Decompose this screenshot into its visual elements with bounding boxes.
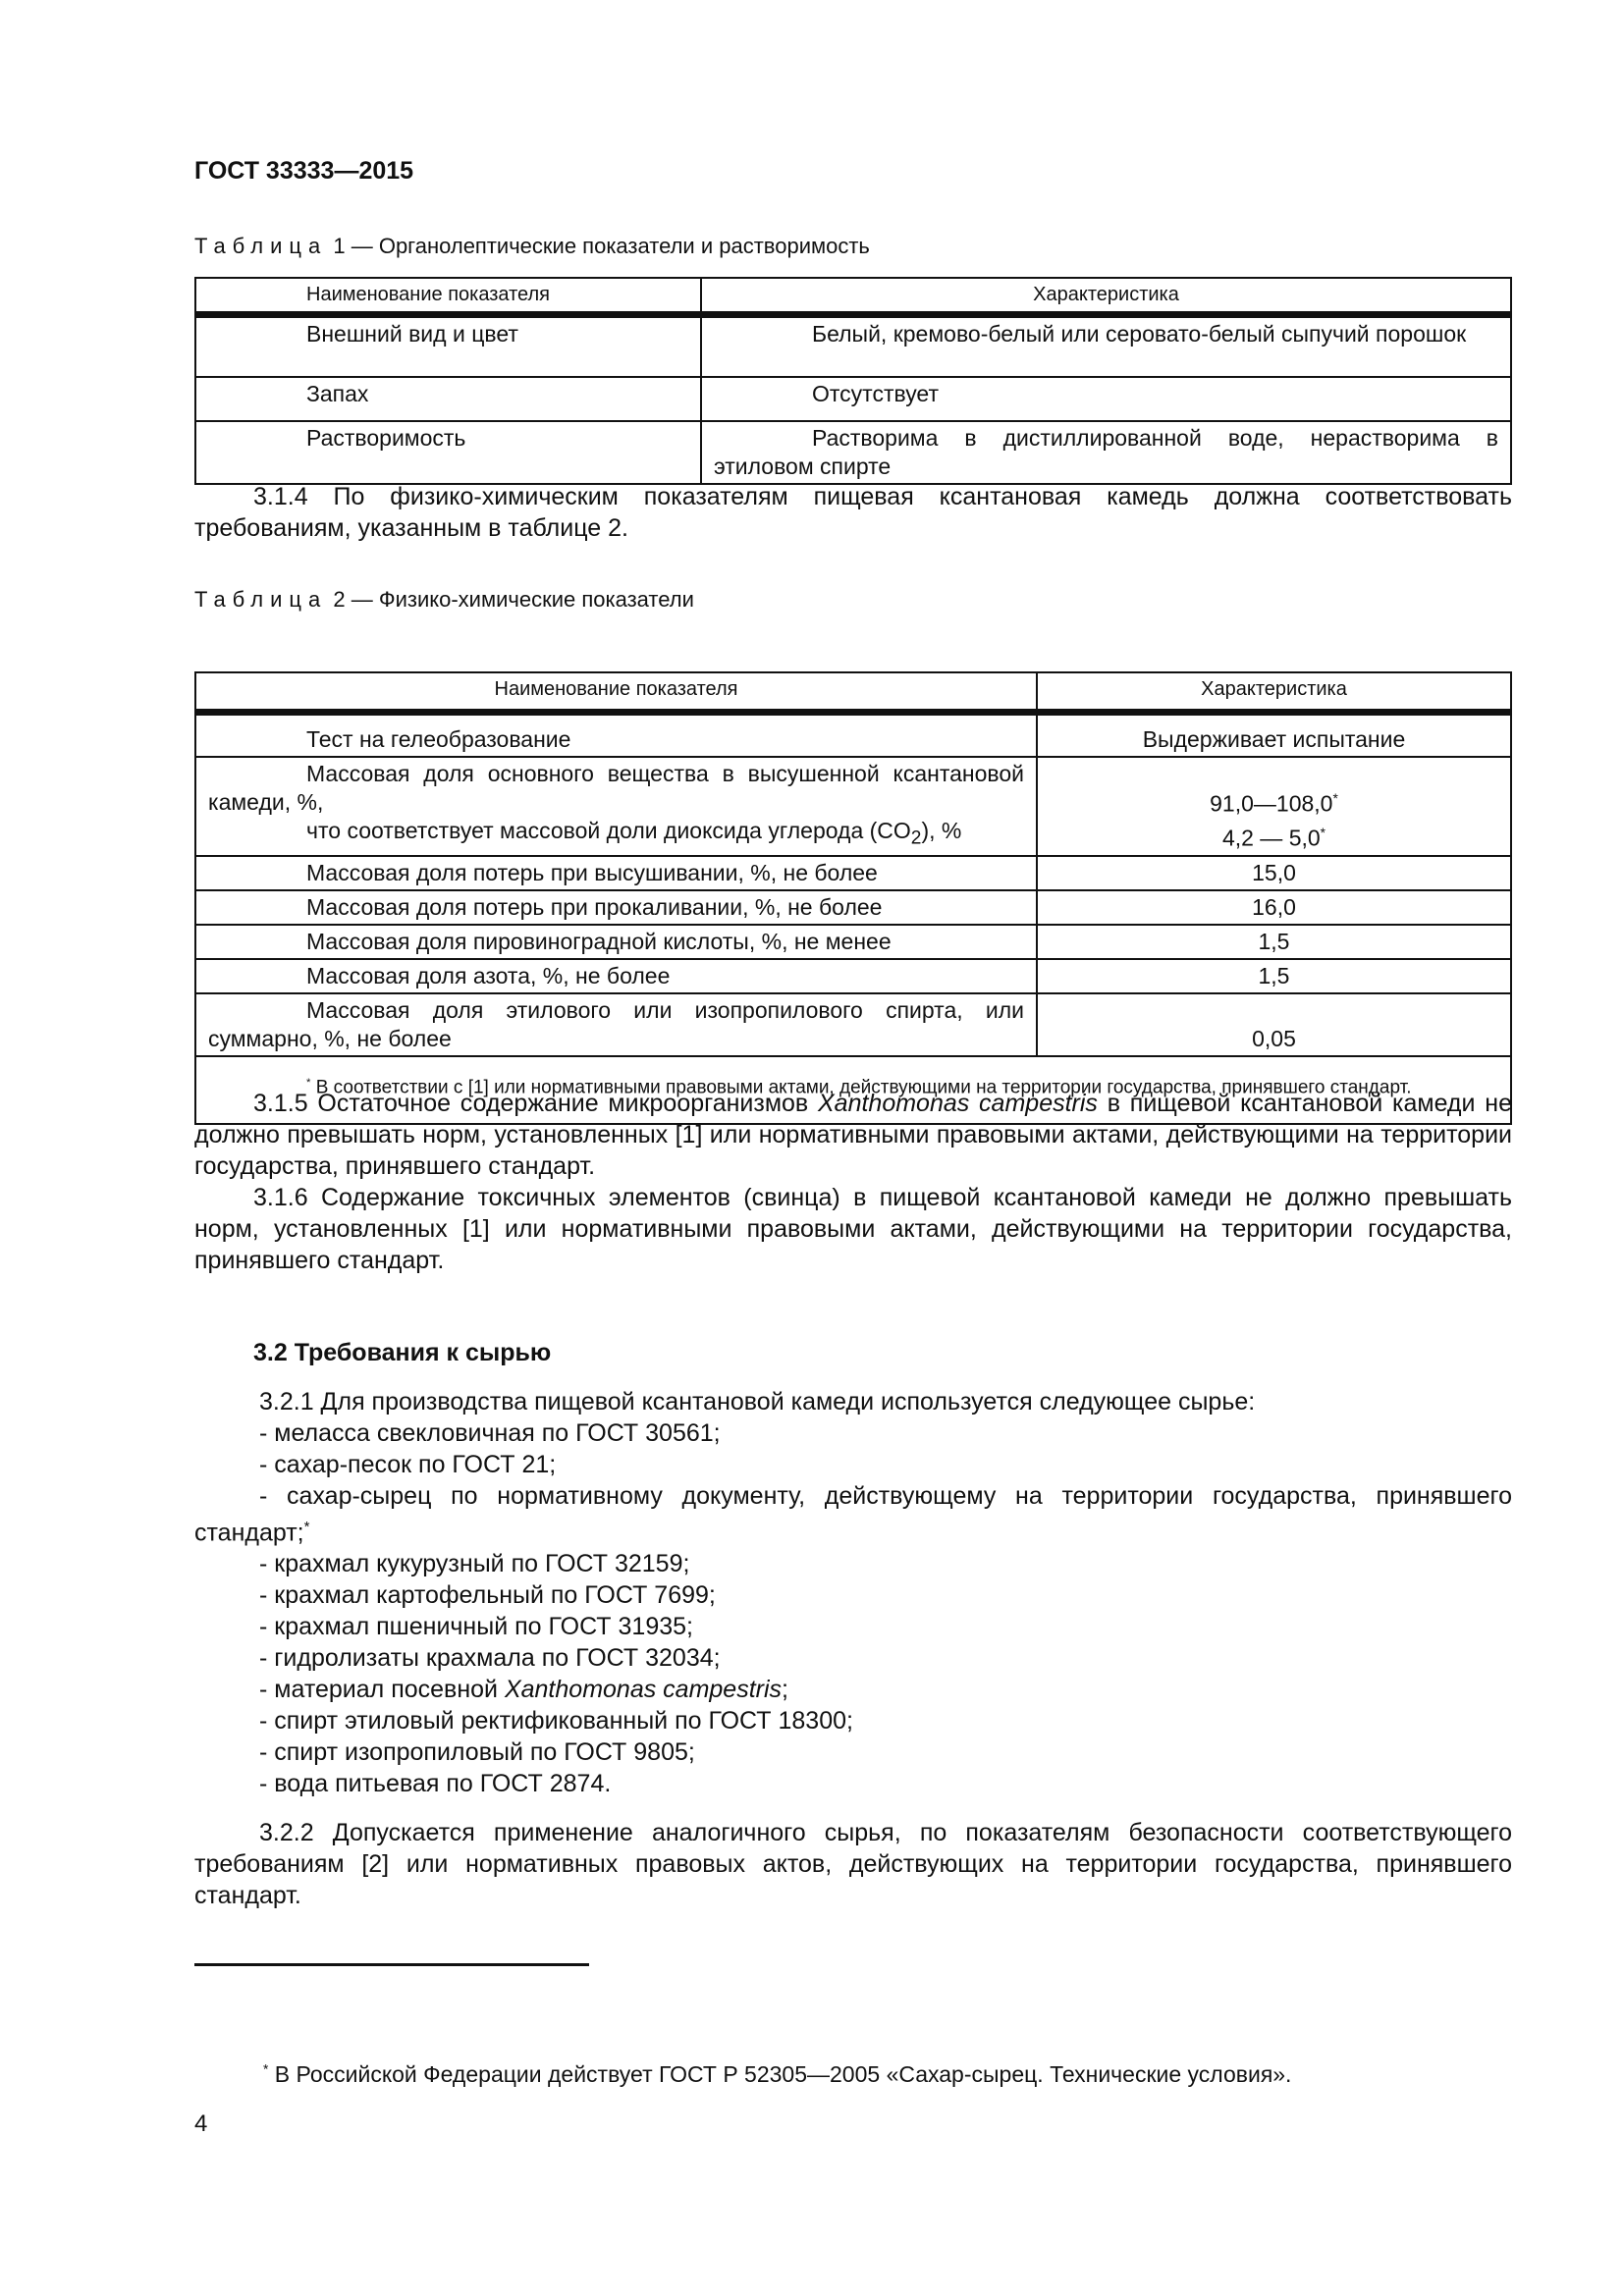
list-item: - вода питьевая по ГОСТ 2874. [259, 1770, 612, 1798]
table2-cell: 1,5 [1037, 925, 1511, 959]
table2-cell: Выдерживает испытание [1037, 712, 1511, 757]
table2-cell: 16,0 [1037, 890, 1511, 925]
table2-cell: 15,0 [1037, 856, 1511, 890]
list-item: - сахар-сырец по нормативному документу, действующему на территории государства, принявшего стандарт;* [194, 1482, 1512, 1547]
list-item: - гидролизаты крахмала по ГОСТ 32034; [259, 1644, 721, 1673]
table1-cell: Растворима в дистиллированной воде, нерастворима в этиловом спирте [701, 421, 1511, 484]
table2-header-char: Характеристика [1037, 672, 1511, 712]
table2-footnote: * В соответствии с [1] или нормативными правовыми актами, действующими на территории государства, принявшего стандарт. [195, 1056, 1511, 1124]
table2-cell: Массовая доля этилового или изопропилового спирта, или суммарно, %, не более [195, 993, 1037, 1056]
table2 [194, 671, 1512, 1125]
raw-materials-list [194, 1386, 1512, 1911]
table2-cell: Массовая доля азота, %, не более [195, 959, 1037, 993]
page-number: 4 [194, 2110, 208, 2137]
table2-cell: 91,0—108,0* 4,2 — 5,0* [1037, 757, 1511, 856]
paragraph-3-1-6: 3.1.6 Содержание токсичных элементов (свинца) в пищевой ксантановой камеди не должно превышать норм, установленных [1] или нормативными правовыми актами, действующими на территории государства, принявшего стандарт. [194, 1184, 1512, 1274]
paragraph-3-1-5: 3.1.5 Остаточное содержание микроорганизмов Xanthomonas campestris в пищевой ксантановой камеди не должно превышать норм, установленных [1] или нормативными правовыми актами, действующими на территории государства, принявшего стандарт. [194, 1090, 1512, 1180]
list-item: - меласса свекловичная по ГОСТ 30561; [259, 1419, 721, 1447]
table1-cell: Отсутствует [701, 377, 1511, 421]
paragraph-3-1-4: 3.1.4 По физико-химическим показателям пищевая ксантановая камедь должна соответствовать требованиям, указанным в таблице 2. [194, 483, 1512, 542]
footnote-divider [194, 1963, 589, 1966]
mass1-text: Массовая доля основного вещества в высушенной ксантановой камеди, %, [208, 761, 1024, 815]
list-item: - материал посевной Xanthomonas campestris; [259, 1676, 788, 1704]
list-item: - спирт этиловый ректификованный по ГОСТ 18300; [259, 1707, 853, 1735]
list-item: - крахмал кукурузный по ГОСТ 32159; [259, 1550, 690, 1578]
page-footnote: * В Российской Федерации действует ГОСТ Р 52305—2005 «Сахар-сырец. Технические условия». [263, 2061, 1292, 2087]
table1-cell: Внешний вид и цвет [195, 315, 701, 377]
paragraph-3-2-2: 3.2.2 Допускается применение аналогичного сырья, по показателям безопасности соответствующего требованиям [2] или нормативных правовых актов, действующих на территории государства, принявшего стандарт. [194, 1819, 1512, 1910]
table1-cell: Запах [195, 377, 701, 421]
list-item: - спирт изопропиловый по ГОСТ 9805; [259, 1738, 695, 1767]
list-item: - сахар-песок по ГОСТ 21; [259, 1451, 557, 1478]
table1-header-char: Характеристика [701, 278, 1511, 315]
table1-header-name: Наименование показателя [195, 278, 701, 315]
table2-cell: Массовая доля потерь при высушивании, %, не более [195, 856, 1037, 890]
table1 [194, 277, 1512, 485]
paragraph-3-2-1: 3.2.1 Для производства пищевой ксантановой камеди используется следующее сырье: [259, 1388, 1256, 1415]
table1-cell: Растворимость [195, 421, 701, 484]
table2-cell: Массовая доля пировиноградной кислоты, %, не менее [195, 925, 1037, 959]
table2-cell: 1,5 [1037, 959, 1511, 993]
section-heading-3-2: 3.2 Требования к сырью [253, 1339, 552, 1366]
table2-caption: Таблица 2 — Физико-химические показатели [194, 587, 694, 612]
table2-cell: 0,05 [1037, 993, 1511, 1056]
table2-header-name: Наименование показателя [195, 672, 1037, 712]
document-header: ГОСТ 33333—2015 [194, 157, 414, 185]
table2-cell: Тест на гелеобразование [195, 712, 1037, 757]
table1-cell: Белый, кремово-белый или серовато-белый сыпучий порошок [701, 315, 1511, 377]
mass1b-text: что соответствует массовой доли диоксида углерода $(CO_2)$, % [306, 818, 962, 849]
list-item: - крахмал пшеничный по ГОСТ 31935; [259, 1613, 693, 1641]
list-item: - крахмал картофельный по ГОСТ 7699; [259, 1581, 716, 1610]
table2-cell: Массовая доля потерь при прокаливании, %, не более [195, 890, 1037, 925]
table2-cell [195, 757, 1037, 856]
table1-caption: Таблица 1 — Органолептические показатели и растворимость [194, 234, 870, 258]
